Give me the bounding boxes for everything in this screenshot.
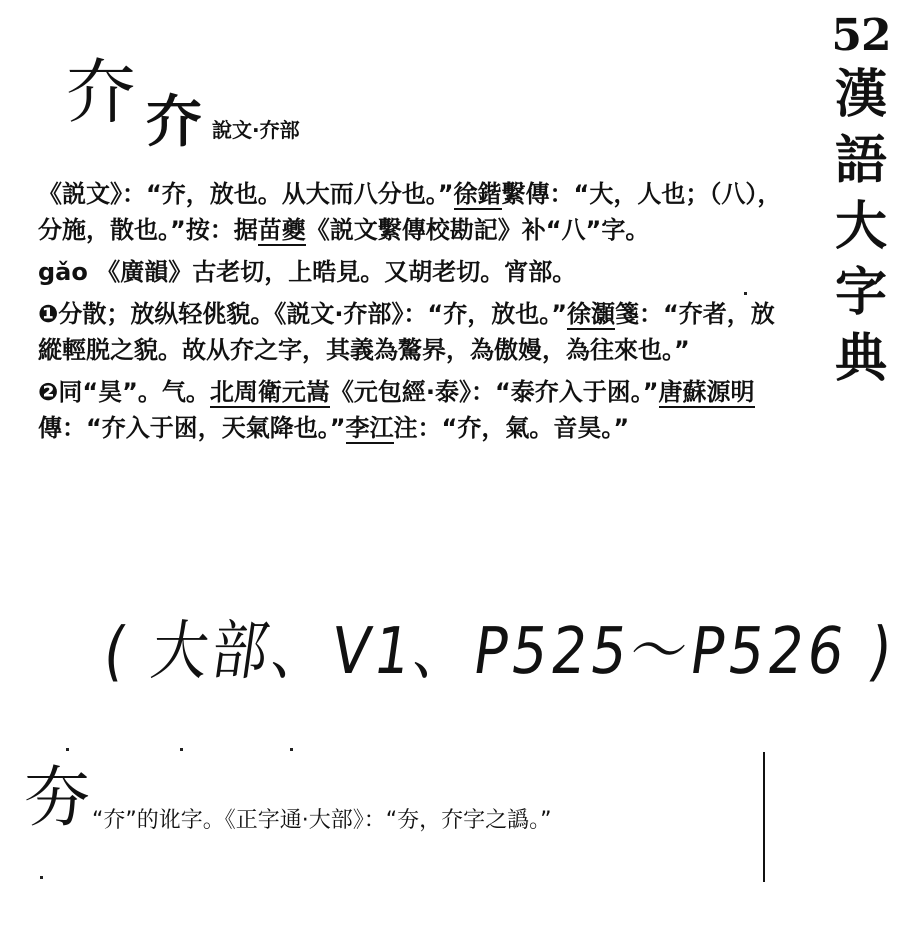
scan-speck xyxy=(66,748,69,751)
title-char: 字 xyxy=(834,263,887,323)
headword: 夰 xyxy=(66,51,136,133)
title-char: 典 xyxy=(834,329,887,389)
margin-line xyxy=(763,752,765,882)
paragraph-pronunciation: gǎo 《廣韻》古老切，上晧見。又胡老切。宵部。 xyxy=(38,258,577,286)
scan-speck xyxy=(744,292,747,295)
scan-speck xyxy=(40,876,43,879)
title-char: 大 xyxy=(834,197,887,257)
entry-body xyxy=(38,176,798,452)
person-name: 苗夔 xyxy=(257,216,306,244)
scan-speck xyxy=(180,748,183,751)
title-char: 漢 xyxy=(834,65,887,125)
dynasty-name: 北周 xyxy=(209,378,258,406)
page-number: 52 xyxy=(831,10,891,61)
entry2-headword: 夯 xyxy=(24,759,90,836)
entry2-definition: “夰”的讹字。《正字通·大部》：“夯，夰字之譌。” xyxy=(92,808,552,833)
person-name: 徐灝 xyxy=(566,300,615,328)
person-name: 李江 xyxy=(345,414,394,442)
seal-source: 說文·夰部 xyxy=(212,118,300,142)
person-name: 衛元嵩 xyxy=(257,378,330,406)
person-name: 蘇源明 xyxy=(682,378,755,406)
dictionary-title xyxy=(826,62,896,392)
scan-speck xyxy=(290,748,293,751)
paragraph-sense-2: ❷同“昊”。气。北周衛元嵩《元包經·泰》：“泰夰入于囦。”唐蘇源明傳：“夰入于囦，天氣降也。”李江注：“夰，氣。音昊。” xyxy=(38,378,755,442)
person-name: 徐鍇 xyxy=(453,180,502,208)
dynasty-name: 唐 xyxy=(658,378,683,406)
title-char: 語 xyxy=(834,131,887,191)
paragraph-shuowen: 《説文》：“夰，放也。从大而八分也。”徐鍇繫傳：“大，人也；（八），分施，散也。”按：据苗夔《説文繫傳校勘記》补“八”字。 xyxy=(38,180,782,244)
handwritten-reference-note: ( 大部、V1、P525～P526 ) xyxy=(99,614,901,690)
paragraph-sense-1: ❶分散；放纵轻佻貌。《説文·夰部》：“夰，放也。”徐灝箋：“夰者，放縱輕脱之貌。故从夰之字，其義為驁昦，為傲嫚，為往來也。” xyxy=(38,300,775,364)
seal-script-glyph: 夰 xyxy=(146,89,202,155)
